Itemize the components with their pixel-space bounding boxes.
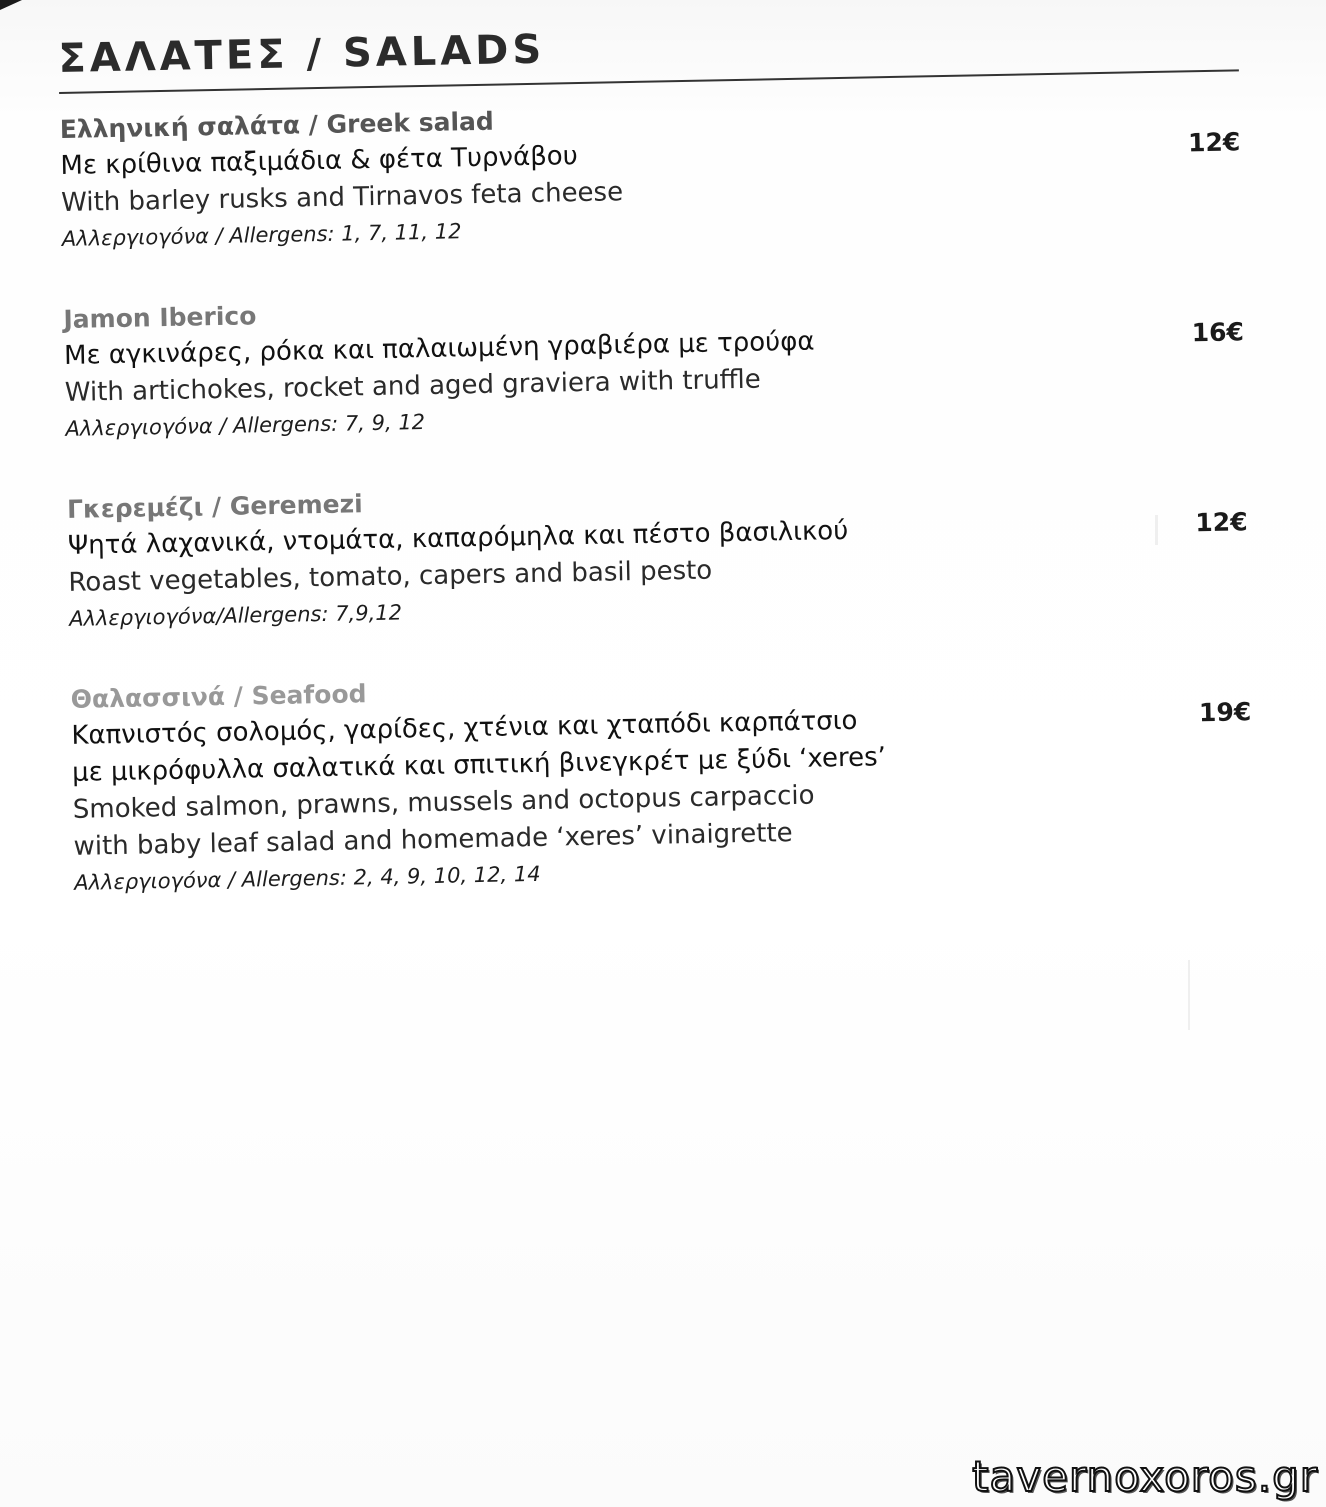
menu-content: [58, 13, 1264, 900]
item-name: Jamon Iberico: [63, 301, 257, 334]
section-title: ΣΑΛΑΤΕΣ / SALADS: [58, 26, 546, 82]
item-price: 19€: [1198, 697, 1252, 728]
item-allergens: Αλλεργιογόνα / Allergens: 7, 9, 12: [65, 410, 426, 441]
page-corner-shadow: [0, 0, 22, 10]
item-description-greek: Καπνιστός σολομός, γαρίδες, χτένια και χταπόδι καρπάτσιο: [71, 705, 858, 751]
item-price: 12€: [1187, 127, 1241, 158]
item-allergens: Αλλεργιογόνα / Allergens: 1, 7, 11, 12: [61, 219, 462, 251]
item-name: Θαλασσινά / Seafood: [70, 679, 367, 714]
item-description-english: with baby leaf salad and homemade ‘xeres’ vinaigrette: [73, 818, 793, 862]
item-description-greek: Με κρίθινα παξιμάδια & φέτα Τυρνάβου: [60, 141, 579, 181]
item-description-greek: Ψητά λαχανικά, ντομάτα, καπαρόμηλα και πέστο βασιλικού: [67, 515, 849, 561]
menu-item-jamon-iberico: [63, 279, 1256, 446]
paper-speck: [1188, 960, 1190, 1030]
site-watermark: tavernoxoros.gr: [972, 1452, 1318, 1501]
item-description-english: Roast vegetables, tomato, capers and basil pesto: [68, 555, 713, 598]
item-description-english: Smoked salmon, prawns, mussels and octopus carpaccio: [72, 780, 815, 825]
item-description-greek: Με αγκινάρες, ρόκα και παλαιωμένη γραβιέρα με τρούφα: [63, 326, 815, 371]
menu-item-greek-salad: [59, 89, 1252, 256]
item-allergens: Αλλεργιογόνα / Allergens: 2, 4, 9, 10, 12, 14: [74, 861, 541, 895]
item-price: 16€: [1191, 317, 1245, 348]
item-allergens: Αλλεργιογόνα/Allergens: 7,9,12: [68, 600, 403, 631]
menu-item-geremezi: [67, 469, 1260, 636]
menu-item-seafood: [70, 659, 1264, 900]
item-name: Ελληνική σαλάτα / Greek salad: [59, 106, 495, 144]
item-description-english: With artichokes, rocket and aged graviera with truffle: [64, 364, 762, 408]
item-description-greek: με μικρόφυλλα σαλατικά και σπιτική βινεγκρέτ με ξύδι ‘xeres’: [71, 742, 887, 788]
item-name: Γκερεμέζι / Geremezi: [66, 489, 363, 524]
item-price: 12€: [1195, 507, 1248, 538]
item-description-english: With barley rusks and Tirnavos feta cheese: [60, 177, 624, 218]
